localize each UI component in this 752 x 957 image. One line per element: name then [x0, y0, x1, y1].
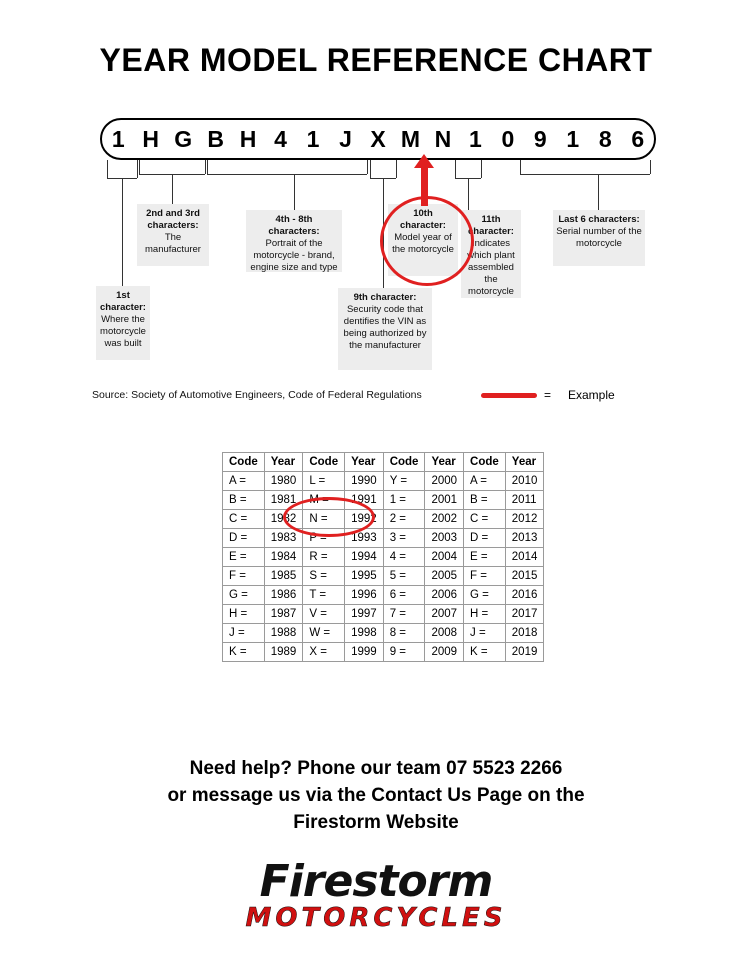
vin-char: 1 — [566, 126, 580, 152]
cell-year: 2000 — [425, 472, 464, 491]
cell-year: 2015 — [505, 567, 544, 586]
cell-year: 1990 — [345, 472, 384, 491]
column-header: Year — [505, 453, 544, 472]
cell-year: 1996 — [345, 586, 384, 605]
cell-year: 1993 — [345, 529, 384, 548]
leader-line — [172, 174, 173, 204]
leader-line — [481, 160, 482, 178]
vin-char: N — [434, 126, 452, 152]
cell-code: M = — [303, 491, 345, 510]
footer-line-1: Need help? Phone our team 07 5523 2266 — [189, 758, 563, 779]
cell-code: 5 = — [383, 567, 425, 586]
cell-year: 1982 — [264, 510, 303, 529]
cell-code: X = — [303, 643, 345, 662]
leader-line — [650, 160, 651, 174]
cell-code: K = — [464, 643, 506, 662]
cell-code: K = — [223, 643, 265, 662]
footer-line-2: or message us via the Contact Us Page on the — [167, 785, 585, 806]
footer-line-3: Firestorm Website — [293, 812, 459, 833]
callout-heading: 10th character: — [400, 208, 446, 231]
cell-year: 1984 — [264, 548, 303, 567]
cell-year: 1987 — [264, 605, 303, 624]
callout-fourth-eighth-characters — [246, 210, 342, 272]
cell-year: 2013 — [505, 529, 544, 548]
cell-year: 2012 — [505, 510, 544, 529]
cell-code: H = — [223, 605, 265, 624]
vin-char: 9 — [533, 126, 547, 152]
cell-code: 2 = — [383, 510, 425, 529]
cell-year: 2003 — [425, 529, 464, 548]
callout-last-six-characters — [553, 210, 645, 266]
cell-year: 1998 — [345, 624, 384, 643]
callout-first-character — [96, 286, 150, 360]
cell-code: 9 = — [383, 643, 425, 662]
source-note: Source: Society of Automotive Engineers, Code of Federal Regulations — [92, 389, 422, 401]
cell-year: 1999 — [345, 643, 384, 662]
vin-number-bar — [100, 118, 656, 160]
cell-year: 2016 — [505, 586, 544, 605]
cell-code: E = — [223, 548, 265, 567]
cell-year: 1989 — [264, 643, 303, 662]
cell-year: 2008 — [425, 624, 464, 643]
cell-year: 2019 — [505, 643, 544, 662]
leader-line — [520, 160, 521, 174]
vin-char-highlighted: M — [400, 126, 421, 152]
cell-code: G = — [464, 586, 506, 605]
cell-code: F = — [464, 567, 506, 586]
callout-body: Model year of the motorcycle — [392, 232, 454, 255]
vin-char: G — [174, 126, 193, 152]
table-row — [223, 567, 544, 586]
column-header: Code — [223, 453, 265, 472]
cell-code: J = — [464, 624, 506, 643]
cell-code: S = — [303, 567, 345, 586]
callout-heading: 4th - 8th characters: — [268, 214, 320, 237]
cell-year: 2001 — [425, 491, 464, 510]
cell-year: 2005 — [425, 567, 464, 586]
table-row — [223, 605, 544, 624]
cell-code: B = — [223, 491, 265, 510]
leader-line — [122, 178, 123, 286]
vin-char: J — [339, 126, 352, 152]
vin-char: 1 — [306, 126, 320, 152]
cell-code: L = — [303, 472, 345, 491]
cell-year: 2004 — [425, 548, 464, 567]
leader-line — [520, 174, 650, 175]
cell-code: D = — [223, 529, 265, 548]
table-row — [223, 529, 544, 548]
vin-char: 0 — [501, 126, 515, 152]
leader-line — [207, 160, 208, 174]
callout-ninth-character — [338, 288, 432, 370]
cell-code: D = — [464, 529, 506, 548]
cell-code: A = — [464, 472, 506, 491]
cell-year: 1986 — [264, 586, 303, 605]
callout-heading: Last 6 characters: — [558, 214, 640, 225]
footer-contact — [0, 755, 752, 836]
vin-char: H — [142, 126, 160, 152]
page-title: YEAR MODEL REFERENCE CHART — [99, 42, 653, 78]
leader-line — [598, 174, 599, 210]
vin-char: 1 — [111, 126, 125, 152]
callout-second-third-characters — [137, 204, 209, 266]
cell-year: 1991 — [345, 491, 384, 510]
leader-line — [139, 160, 140, 174]
vin-char: 6 — [631, 126, 645, 152]
callout-body: Portrait of the motorcycle - brand, engine size and type — [250, 238, 338, 273]
legend-equals-sign: = — [544, 388, 552, 402]
cell-code: R = — [303, 548, 345, 567]
cell-year: 2010 — [505, 472, 544, 491]
leader-line — [137, 160, 138, 178]
vin-char: X — [370, 126, 386, 152]
leader-line — [468, 178, 469, 210]
cell-code: V = — [303, 605, 345, 624]
cell-code: B = — [464, 491, 506, 510]
table-row — [223, 624, 544, 643]
vin-char: H — [239, 126, 257, 152]
leader-line — [367, 160, 368, 174]
cell-year: 1995 — [345, 567, 384, 586]
cell-code: W = — [303, 624, 345, 643]
vin-char: 8 — [598, 126, 612, 152]
legend-example-swatch — [481, 393, 537, 398]
red-arrow-shaft — [421, 166, 428, 206]
callout-heading: 11th character: — [468, 214, 514, 237]
cell-code: A = — [223, 472, 265, 491]
cell-year: 2009 — [425, 643, 464, 662]
leader-line — [294, 174, 295, 210]
legend-example-label: Example — [568, 388, 615, 402]
cell-year: 2007 — [425, 605, 464, 624]
cell-year: 1992 — [345, 510, 384, 529]
logo-subtext: MOTORCYCLES — [245, 903, 507, 933]
table-header-row — [223, 453, 544, 472]
callout-body: Indicates which plant assembled the motorcycle — [467, 238, 515, 297]
table-row — [223, 510, 544, 529]
cell-year: 2002 — [425, 510, 464, 529]
cell-code: 8 = — [383, 624, 425, 643]
cell-code: F = — [223, 567, 265, 586]
firestorm-logo — [0, 856, 752, 933]
callout-body: Serial number of the motorcycle — [556, 226, 642, 249]
cell-year: 2006 — [425, 586, 464, 605]
cell-year: 2017 — [505, 605, 544, 624]
cell-code: 3 = — [383, 529, 425, 548]
column-header: Code — [464, 453, 506, 472]
cell-code: H = — [464, 605, 506, 624]
table-row — [223, 472, 544, 491]
red-arrow-head-icon — [414, 154, 434, 168]
cell-year: 1994 — [345, 548, 384, 567]
red-circle-m-1991 — [283, 497, 375, 537]
vin-char: 1 — [468, 126, 482, 152]
table-row — [223, 491, 544, 510]
cell-year: 1988 — [264, 624, 303, 643]
leader-line — [107, 160, 108, 178]
cell-year: 1997 — [345, 605, 384, 624]
callout-heading: 2nd and 3rd characters: — [146, 208, 200, 231]
callout-heading: 1st character: — [100, 290, 146, 313]
cell-code: J = — [223, 624, 265, 643]
cell-code: N = — [303, 510, 345, 529]
vin-char: 4 — [274, 126, 287, 152]
callout-heading: 9th character: — [353, 292, 417, 303]
column-header: Code — [383, 453, 425, 472]
table-row — [223, 586, 544, 605]
cell-code: 6 = — [383, 586, 425, 605]
leader-line — [396, 160, 397, 178]
cell-code: C = — [464, 510, 506, 529]
cell-code: 4 = — [383, 548, 425, 567]
callout-body: Where the motorcycle was built — [100, 314, 146, 349]
cell-year: 1980 — [264, 472, 303, 491]
cell-year: 2014 — [505, 548, 544, 567]
cell-code: 1 = — [383, 491, 425, 510]
leader-line — [455, 160, 456, 178]
leader-line — [205, 160, 206, 174]
column-header: Year — [425, 453, 464, 472]
cell-code: P = — [303, 529, 345, 548]
cell-year: 1983 — [264, 529, 303, 548]
cell-year: 1981 — [264, 491, 303, 510]
red-circle-tenth-character — [380, 196, 474, 286]
cell-code: T = — [303, 586, 345, 605]
callout-body: The manufacturer — [145, 232, 201, 255]
cell-code: Y = — [383, 472, 425, 491]
year-code-table — [222, 452, 544, 662]
callout-body: Security code that dentifies the VIN as being authorized by the manufacturer — [343, 304, 427, 351]
cell-code: 7 = — [383, 605, 425, 624]
leader-line — [370, 160, 371, 178]
column-header: Code — [303, 453, 345, 472]
table-row — [223, 548, 544, 567]
cell-year: 2011 — [505, 491, 544, 510]
vin-char: B — [207, 126, 224, 152]
cell-code: G = — [223, 586, 265, 605]
cell-code: E = — [464, 548, 506, 567]
cell-year: 1985 — [264, 567, 303, 586]
logo-wordmark: Firestorm — [259, 856, 493, 907]
cell-year: 2018 — [505, 624, 544, 643]
cell-code: C = — [223, 510, 265, 529]
leader-line — [207, 174, 367, 175]
column-header: Year — [345, 453, 384, 472]
table-row — [223, 643, 544, 662]
column-header: Year — [264, 453, 303, 472]
